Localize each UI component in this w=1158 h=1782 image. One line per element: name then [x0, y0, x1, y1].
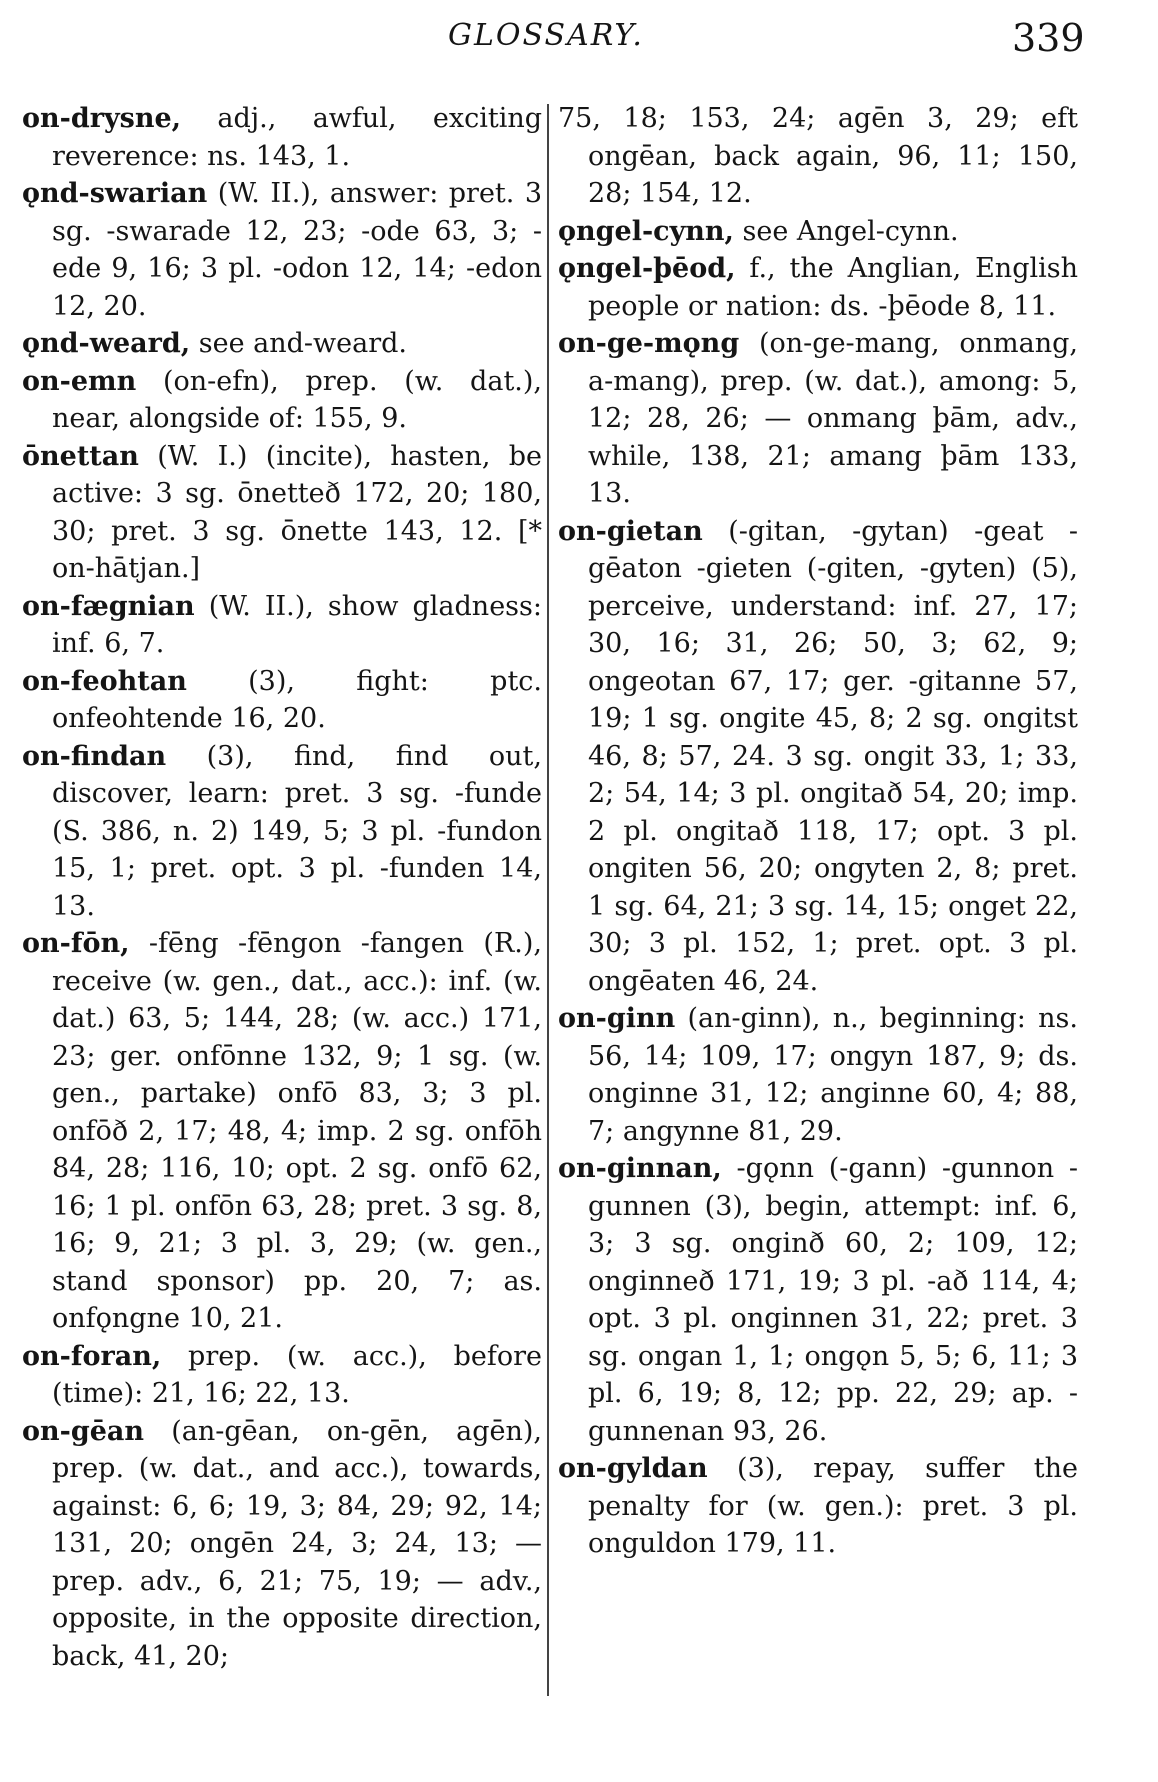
- glossary-entry: [22, 1338, 542, 1413]
- glossary-entry: [22, 363, 542, 438]
- entry-definition: f., the Anglian, English people or nation: ds. -þēode 8, 11.: [588, 253, 1078, 322]
- glossary-entry: [558, 100, 1078, 213]
- entry-headword: on-findan: [22, 740, 167, 772]
- entry-definition: see and-weard.: [190, 328, 407, 359]
- running-title: GLOSSARY.: [448, 18, 644, 53]
- entry-definition: prep. (w. acc.), before (time): 21, 16; 22, 13.: [52, 1340, 542, 1409]
- entry-headword: ǫnd-weard,: [22, 328, 191, 359]
- entry-definition: (-gitan, -gytan) -geat -gēaton -gieten (-giten, -gyten) (5), perceive, understand: inf. 27, 17; 30, 16; 31, 26; 50, 3; 62, 9; ongeotan 67, 17; ger. -gitanne 57, 19; 1 sg. ongite 45, 8; 2 sg. ongitst 46, 8; 57, 24. 3 sg. ongit 33, 1; 33, 2; 54, 14; 3 pl. ongitað 54, 20; imp. 2 pl. ongitað 118, 17; opt. 3 pl. ongiten 56, 20; ongyten 2, 8; pret. 1 sg. 64, 21; 3 sg. 14, 15; onget 22, 30; 3 pl. 152, 1; pret. opt. 3 pl. ongēaten 46, 24.: [588, 515, 1078, 997]
- entry-definition: -gǫnn (-gann) -gunnon -gunnen (3), begin, attempt: inf. 6, 3; 3 sg. onginð 60, 2; 109, 12; onginneð 171, 19; 3 pl. -að 114, 4; opt. 3 pl. onginnen 31, 22; pret. 3 sg. ongan 1, 1; ongǫn 5, 5; 6, 11; 3 pl. 6, 19; 8, 12; pp. 22, 29; ap. -gunnenan 93, 26.: [588, 1153, 1078, 1447]
- entry-headword: ōnettan: [22, 440, 139, 472]
- entry-definition: (W. II.), answer: pret. 3 sg. -swarade 12, 23; -ode 63, 3; -ede 9, 16; 3 pl. -odon 12, 14; -edon 12, 20.: [52, 178, 542, 322]
- entry-definition: see Angel-cynn.: [733, 215, 959, 247]
- glossary-entry: [22, 588, 542, 663]
- glossary-entry: [22, 100, 542, 175]
- glossary-entry: [558, 213, 1078, 251]
- glossary-entry: [558, 513, 1078, 1001]
- entry-headword: on-ge-mǫng: [558, 328, 740, 359]
- entry-headword: on-emn: [22, 365, 137, 397]
- glossary-entry: [22, 663, 542, 738]
- glossary-entry: [22, 1413, 542, 1676]
- entry-headword: on-feohtan: [22, 665, 187, 697]
- entry-headword: on-gēan: [22, 1415, 145, 1447]
- entry-headword: on-ginnan,: [558, 1153, 722, 1184]
- page-number: 339: [1012, 16, 1085, 60]
- glossary-entry: [558, 1450, 1078, 1563]
- entry-definition: (3), repay, suffer the penalty for (w. gen.): pret. 3 pl. onguldon 179, 11.: [588, 1453, 1078, 1559]
- entry-definition: (on-ge-mang, onmang, a-mang), prep. (w. dat.), among: 5, 12; 28, 26; — onmang þām, adv., while, 138, 21; amang þām 133, 13.: [588, 328, 1078, 509]
- glossary-entry: [558, 325, 1078, 513]
- entry-headword: ǫngel-cynn,: [558, 215, 734, 247]
- column-divider: [547, 104, 549, 1696]
- left-column: [22, 100, 542, 1675]
- glossary-entry: [558, 250, 1078, 325]
- entry-headword: ǫnd-swarian: [22, 178, 208, 209]
- entry-definition: (an-gēan, on-gēn, agēn), prep. (w. dat., and acc.), towards, against: 6, 6; 19, 3; 84, 29; 92, 14; 131, 20; ongēn 24, 3; 24, 13; — prep. adv., 6, 21; 75, 19; — adv., opposite, in the opposite direction, back, 41, 20;: [52, 1415, 542, 1672]
- glossary-entry: [22, 175, 542, 325]
- entry-definition: (W. II.), show gladness: inf. 6, 7.: [52, 590, 542, 659]
- glossary-entry: [558, 1150, 1078, 1450]
- entry-headword: ǫngel-þēod,: [558, 253, 736, 284]
- entry-definition: adj., awful, exciting reverence: ns. 143, 1.: [52, 103, 542, 172]
- glossary-entry: [22, 925, 542, 1338]
- entry-definition: 75, 18; 153, 24; agēn 3, 29; eft ongēan, back again, 96, 11; 150, 28; 154, 12.: [558, 103, 1078, 209]
- entry-headword: on-fōn,: [22, 928, 130, 959]
- glossary-entry: [22, 738, 542, 926]
- entry-headword: on-gietan: [558, 515, 703, 547]
- entry-headword: on-ginn: [558, 1003, 676, 1034]
- entry-definition: -fēng -fēngon -fangen (R.), receive (w. gen., dat., acc.): inf. (w. dat.) 63, 5; 144, 28; (w. acc.) 171, 23; ger. onfōnne 132, 9; 1 sg. (w. gen., partake) onfō 83, 3; 3 pl. onfōð 2, 17; 48, 4; imp. 2 sg. onfōh 84, 28; 116, 10; opt. 2 sg. onfō 62, 16; 1 pl. onfōn 63, 28; pret. 3 sg. 8, 16; 9, 21; 3 pl. 3, 29; (w. gen., stand sponsor) pp. 20, 7; as. onfǫngne 10, 21.: [52, 928, 542, 1334]
- entry-headword: on-drysne,: [22, 103, 182, 134]
- entry-definition: (3), find, find out, discover, learn: pret. 3 sg. -funde (S. 386, n. 2) 149, 5; 3 pl. -fundon 15, 1; pret. opt. 3 pl. -funden 14, 13.: [52, 740, 542, 922]
- entry-headword: on-foran,: [22, 1340, 162, 1372]
- entry-headword: on-fægnian: [22, 590, 195, 622]
- entry-definition: (an-ginn), n., beginning: ns. 56, 14; 109, 17; ongyn 187, 9; ds. onginne 31, 12; anginne 60, 4; 88, 7; angynne 81, 29.: [588, 1003, 1078, 1147]
- glossary-entry: [22, 438, 542, 588]
- right-column: [558, 100, 1078, 1563]
- entry-definition: (W. I.) (incite), hasten, be active: 3 sg. ōnetteð 172, 20; 180, 30; pret. 3 sg. ōnette 143, 12. [* on-hātjan.]: [52, 440, 542, 584]
- entry-definition: (on-efn), prep. (w. dat.), near, alongside of: 155, 9.: [52, 365, 542, 434]
- entry-definition: (3), fight: ptc. onfeohtende 16, 20.: [52, 665, 542, 734]
- entry-headword: on-gyldan: [558, 1453, 708, 1484]
- glossary-entry: [558, 1000, 1078, 1150]
- glossary-entry: [22, 325, 542, 363]
